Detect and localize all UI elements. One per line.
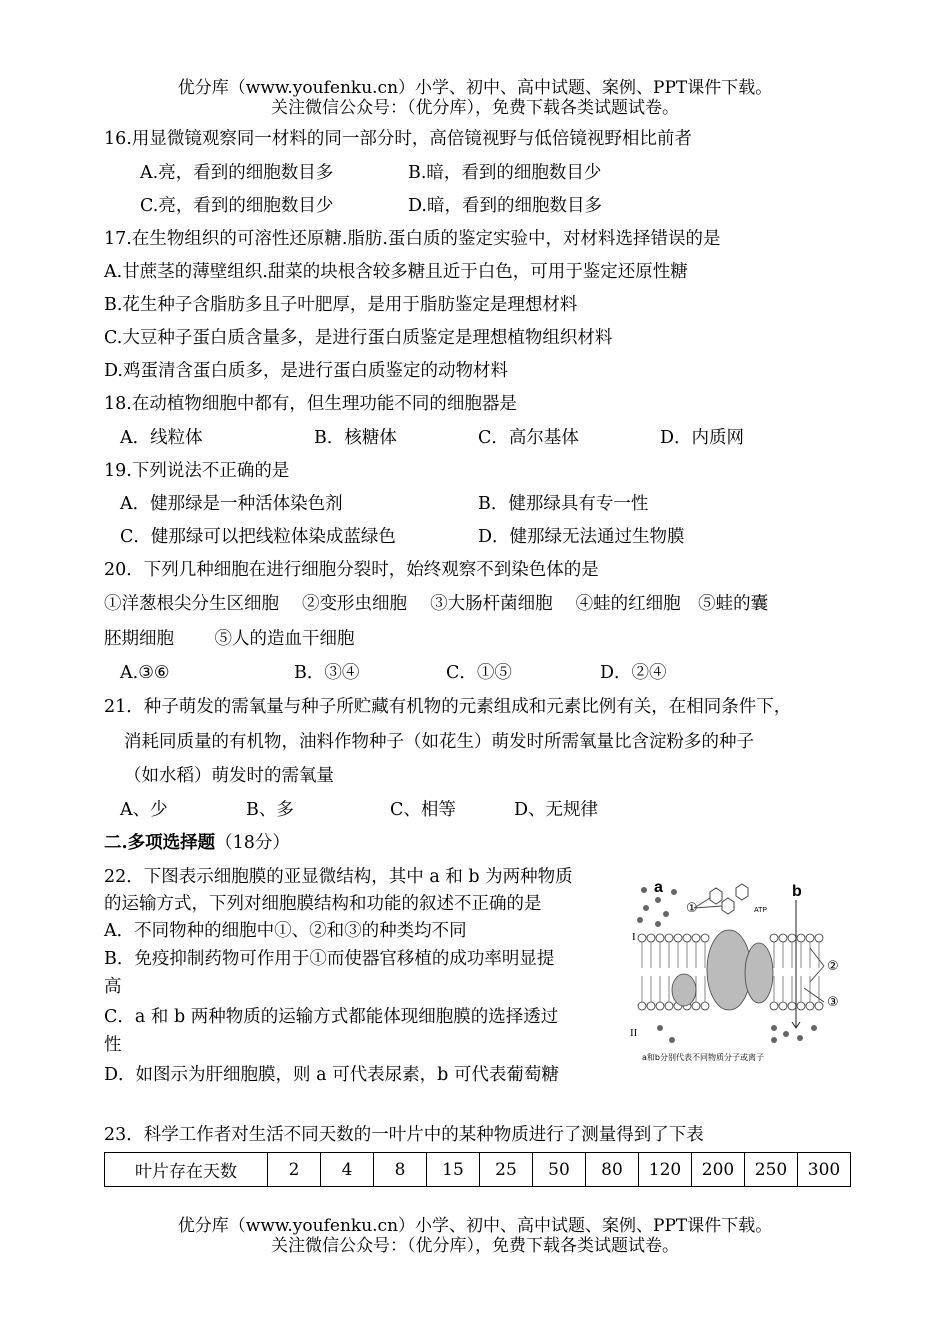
figure-label-b: b — [792, 883, 802, 900]
section-2-title: 二.多项选择题 — [104, 833, 216, 853]
q18-option-d: D．内质网 — [660, 428, 745, 448]
table-cell: 25 — [480, 1153, 533, 1187]
cell-membrane-figure — [624, 878, 858, 1068]
figure-label-atp: ATP — [754, 907, 768, 914]
q22-line-2: 的运输方式，下列对细胞膜结构和功能的叙述不正确的是 — [104, 894, 542, 914]
figure-pointer-lines — [804, 948, 824, 1002]
q19-option-d: D．健那绿无法通过生物膜 — [478, 527, 685, 547]
q18-option-b: B．核糖体 — [314, 428, 397, 448]
table-cell: 80 — [586, 1153, 639, 1187]
figure-label-a: a — [654, 879, 663, 896]
q19-option-a: A．健那绿是一种活体染色剂 — [120, 494, 343, 514]
q17-option-d: D.鸡蛋清含蛋白质多，是进行蛋白质鉴定的动物材料 — [104, 361, 508, 381]
q16-option-c: C.亮，看到的细胞数目少 — [140, 196, 334, 216]
q21-line-1: 21．种子萌发的需氧量与种子所贮藏有机物的元素组成和元素比例有关，在相同条件下， — [104, 697, 792, 717]
q23-data-table — [104, 1152, 851, 1187]
q21-line-2: 消耗同质量的有机物，油料作物种子（如花生）萌发时所需氧量比含淀粉多的种子 — [124, 732, 754, 752]
q20-items-line-1: ①洋葱根尖分生区细胞 ②变形虫细胞 ③大肠杆菌细胞 ④蛙的红细胞 ⑤蛙的囊 — [104, 594, 769, 614]
table-cell: 200 — [692, 1153, 745, 1187]
q20-option-c: C．①⑤ — [446, 663, 512, 683]
q17-stem: 17.在生物组织的可溶性还原糖.脂肪.蛋白质的鉴定实验中，对材料选择错误的是 — [104, 229, 721, 249]
section-2-heading — [104, 832, 290, 854]
table-cell: 8 — [374, 1153, 427, 1187]
q22-option-a: A．不同物种的细胞中①、②和③的种类均不同 — [104, 921, 467, 941]
header-line-2: 关注微信公众号：（优分库），免费下载各类试题试卷。 — [271, 98, 679, 118]
footer-line-2: 关注微信公众号：（优分库），免费下载各类试题试卷。 — [271, 1236, 679, 1256]
figure-glycoprotein — [694, 884, 748, 914]
q19-option-c: C．健那绿可以把线粒体染成蓝绿色 — [120, 527, 396, 547]
q21-option-b: B、多 — [246, 800, 294, 820]
q16-option-b: B.暗，看到的细胞数目少 — [408, 163, 602, 183]
q20-items-line-2: 胚期细胞 ⑤人的造血干细胞 — [104, 629, 355, 649]
q19-option-b: B．健那绿具有专一性 — [478, 494, 649, 514]
figure-molecules-b — [657, 1025, 817, 1043]
table-cell: 50 — [533, 1153, 586, 1187]
q20-option-a: A.③⑥ — [120, 663, 170, 683]
q23-stem: 23．科学工作者对生活不同天数的一叶片中的某种物质进行了测量得到了下表 — [104, 1125, 704, 1145]
q21-option-c: C、相等 — [390, 800, 456, 820]
section-2-score: （18分） — [215, 833, 290, 853]
q21-line-3: （如水稻）萌发时的需氧量 — [124, 766, 334, 786]
q17-option-b: B.花生种子含脂肪多且子叶肥厚，是用于脂肪鉴定是理想材料 — [104, 295, 578, 315]
table-cell: 4 — [321, 1153, 374, 1187]
q22-option-b-line-2: 高 — [104, 977, 122, 997]
q22-option-c-line-1: C．a 和 b 两种物质的运输方式都能体现细胞膜的选择透过 — [104, 1007, 559, 1027]
table-cell: 15 — [427, 1153, 480, 1187]
figure-label-side-2: II — [630, 1027, 638, 1039]
q22-line-1: 22．下图表示细胞膜的亚显微结构，其中 a 和 b 为两种物质 — [104, 867, 573, 887]
header-line-1: 优分库（www.youfenku.cn）小学、初中、高中试题、案例、PPT课件下载。 — [177, 78, 773, 98]
footer-line-1: 优分库（www.youfenku.cn）小学、初中、高中试题、案例、PPT课件下载。 — [177, 1216, 773, 1236]
q19-stem: 19.下列说法不正确的是 — [104, 461, 290, 481]
q21-option-a: A、少 — [120, 800, 168, 820]
table-cell: 2 — [268, 1153, 321, 1187]
q21-option-d: D、无规律 — [514, 800, 599, 820]
q20-stem: 20．下列几种细胞在进行细胞分裂时，始终观察不到染色体的是 — [104, 560, 599, 580]
figure-label-3: ③ — [827, 995, 839, 1010]
figure-caption: a和b分别代表不同物质分子或离子 — [642, 1053, 764, 1062]
table-cell: 250 — [745, 1153, 798, 1187]
q18-option-a: A．线粒体 — [120, 428, 203, 448]
q16-option-d: D.暗，看到的细胞数目多 — [408, 196, 602, 216]
table-cell: 120 — [639, 1153, 692, 1187]
figure-label-2: ② — [827, 959, 839, 974]
table-header-cell: 叶片存在天数 — [105, 1153, 268, 1187]
figure-label-1: ① — [686, 901, 698, 916]
q22-option-b-line-1: B．免疫抑制药物可作用于①而使器官移植的成功率明显提 — [104, 949, 555, 969]
q20-option-b: B．③④ — [294, 663, 360, 683]
q17-option-c: C.大豆种子蛋白质含量多，是进行蛋白质鉴定是理想植物组织材料 — [104, 328, 613, 348]
q18-stem: 18.在动植物细胞中都有，但生理功能不同的细胞器是 — [104, 394, 517, 414]
q20-option-d: D．②④ — [600, 663, 667, 683]
q18-option-c: C．高尔基体 — [478, 428, 579, 448]
q16-stem: 16.用显微镜观察同一材料的同一部分时，高倍镜视野与低倍镜视野相比前者 — [104, 129, 692, 149]
table-row — [105, 1153, 851, 1187]
table-cell: 300 — [798, 1153, 851, 1187]
q17-option-a: A.甘蔗茎的薄壁组织.甜菜的块根含较多糖且近于白色，可用于鉴定还原性糖 — [104, 262, 688, 282]
q16-option-a: A.亮，看到的细胞数目多 — [140, 163, 334, 183]
q22-option-d: D．如图示为肝细胞膜，则 a 可代表尿素，b 可代表葡萄糖 — [104, 1065, 559, 1085]
q22-option-c-line-2: 性 — [104, 1035, 122, 1055]
figure-label-side-1: I — [632, 931, 636, 943]
